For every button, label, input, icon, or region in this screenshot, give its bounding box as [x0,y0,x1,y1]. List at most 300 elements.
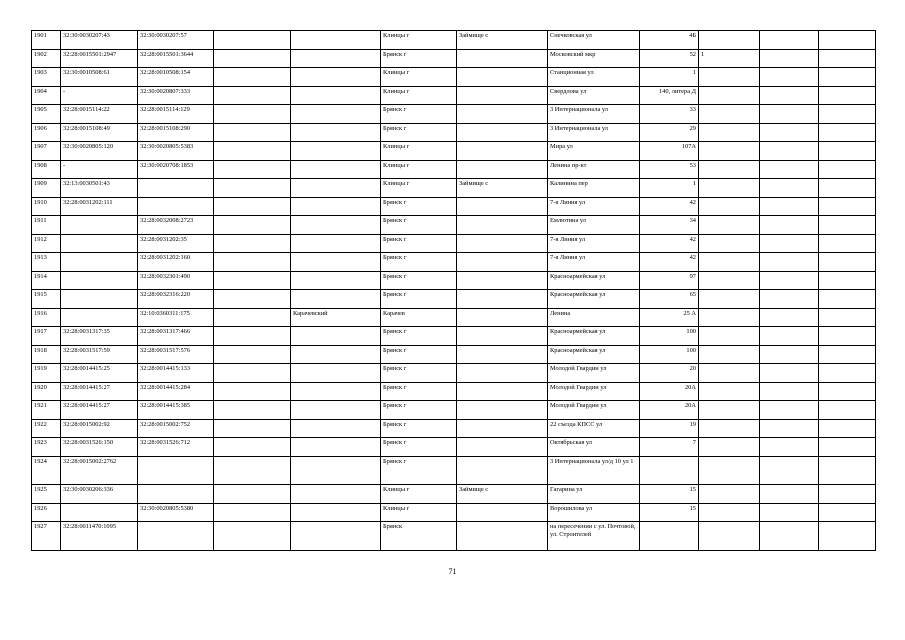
cell-column-4 [214,401,291,420]
cell-settlement [457,49,548,68]
cell-house-number [640,456,699,485]
cell-row-number: 1903 [32,68,61,87]
cell-row-number: 1904 [32,86,61,105]
cell-column-11 [760,382,819,401]
table-row [32,419,876,438]
cell-city: Брянск г [381,364,457,383]
cell-city: Брянск г [381,345,457,364]
cell-column-12 [819,271,876,290]
cell-district [291,142,381,161]
cell-cadastral-number-building: 32:28:0015114:129 [138,105,214,124]
cell-cadastral-number [61,271,138,290]
cell-district [291,522,381,551]
cell-column-11 [760,105,819,124]
cell-column-12 [819,68,876,87]
cell-row-number: 1910 [32,197,61,216]
cell-column-12 [819,197,876,216]
cell-row-number: 1902 [32,49,61,68]
cell-row-number: 1915 [32,290,61,309]
cell-column-11 [760,68,819,87]
cell-row-number: 1924 [32,456,61,485]
cell-city: Брянск г [381,197,457,216]
cell-cadastral-number-building: 32:28:0031202:35 [138,234,214,253]
cell-column-10 [699,438,760,457]
cell-settlement [457,503,548,522]
table-body [32,31,876,551]
cell-cadastral-number: 32:28:0014415:25 [61,364,138,383]
cell-street: Красноармейская ул [548,271,640,290]
cell-settlement [457,456,548,485]
cell-house-number: 19 [640,419,699,438]
table-row [32,345,876,364]
cell-column-4 [214,364,291,383]
cell-column-12 [819,308,876,327]
cell-district [291,160,381,179]
cell-district [291,68,381,87]
cell-cadastral-number [61,290,138,309]
cell-column-4 [214,160,291,179]
cell-column-10 [699,31,760,50]
cell-settlement [457,142,548,161]
cell-house-number: 20 [640,364,699,383]
cell-column-12 [819,401,876,420]
cell-cadastral-number [61,503,138,522]
cell-column-4 [214,456,291,485]
cell-settlement [457,327,548,346]
cell-row-number: 1912 [32,234,61,253]
cell-row-number: 1926 [32,503,61,522]
cell-column-12 [819,522,876,551]
cell-cadastral-number-building: 32:28:0014415:284 [138,382,214,401]
cell-cadastral-number-building: 32:30:0030207:57 [138,31,214,50]
cell-column-11 [760,234,819,253]
cell-street: Красноармейская ул [548,345,640,364]
cell-column-10 [699,271,760,290]
cell-column-4 [214,31,291,50]
cell-column-11 [760,123,819,142]
cell-district [291,31,381,50]
cell-cadastral-number-building: 32:28:0032301:490 [138,271,214,290]
cell-district [291,86,381,105]
cell-column-4 [214,382,291,401]
cell-cadastral-number: 32:28:0011470:1095 [61,522,138,551]
page-number: 71 [448,567,457,576]
table-row [32,290,876,309]
cell-settlement [457,382,548,401]
cell-row-number: 1919 [32,364,61,383]
cell-column-12 [819,31,876,50]
cell-column-10 [699,123,760,142]
cell-column-4 [214,49,291,68]
cell-cadastral-number: 32:28:0015114:22 [61,105,138,124]
cell-district [291,382,381,401]
cell-cadastral-number: 32:30:0030207:43 [61,31,138,50]
cell-street: 7-я Линия ул [548,197,640,216]
cell-cadastral-number-building: 32:28:0031202:160 [138,253,214,272]
cell-house-number: 42 [640,234,699,253]
cell-house-number: 4Б [640,31,699,50]
registry-table [31,30,876,551]
cell-column-11 [760,31,819,50]
cell-cadastral-number: 32:28:0031517:59 [61,345,138,364]
table-row [32,179,876,198]
cell-column-11 [760,364,819,383]
cell-column-11 [760,456,819,485]
cell-district: Карачевский [291,308,381,327]
cell-city: Брянск г [381,419,457,438]
cell-column-12 [819,456,876,485]
cell-settlement [457,522,548,551]
cell-house-number: 97 [640,271,699,290]
cell-street: 7-я Линия ул [548,234,640,253]
cell-cadastral-number-building: 32:28:0015108:290 [138,123,214,142]
cell-cadastral-number-building [138,485,214,504]
cell-house-number: 53 [640,160,699,179]
cell-street: Снечковская ул [548,31,640,50]
cell-cadastral-number-building: 32:28:0014415:133 [138,364,214,383]
cell-column-10 [699,234,760,253]
cell-cadastral-number-building: 32:28:0031526:712 [138,438,214,457]
cell-cadastral-number-building [138,522,214,551]
cell-column-4 [214,485,291,504]
table-row [32,68,876,87]
cell-street: 3 Интернационала ул/д 10 ул 1 [548,456,640,485]
cell-street: Мира ул [548,142,640,161]
cell-cadastral-number-building: 32:28:0032008:2723 [138,216,214,235]
table-row [32,456,876,485]
cell-column-4 [214,123,291,142]
cell-row-number: 1916 [32,308,61,327]
cell-column-4 [214,142,291,161]
table-row [32,438,876,457]
cell-row-number: 1922 [32,419,61,438]
cell-column-12 [819,234,876,253]
cell-city: Брянск [381,522,457,551]
cell-cadastral-number-building [138,456,214,485]
cell-column-10 [699,142,760,161]
cell-district [291,345,381,364]
cell-column-12 [819,345,876,364]
cell-column-4 [214,86,291,105]
table-row [32,382,876,401]
cell-column-11 [760,216,819,235]
cell-city: Клинцы г [381,160,457,179]
cell-column-4 [214,271,291,290]
cell-column-10 [699,216,760,235]
cell-city: Брянск г [381,234,457,253]
cell-column-11 [760,290,819,309]
table-row [32,253,876,272]
cell-house-number: 107А [640,142,699,161]
cell-cadastral-number-building: 32:28:0015501:3644 [138,49,214,68]
table-row [32,308,876,327]
cell-column-12 [819,123,876,142]
cell-city: Брянск г [381,456,457,485]
cell-column-10 [699,401,760,420]
cell-cadastral-number: 32:30:0030206:336 [61,485,138,504]
cell-street: на пересечении с ул. Почтовой, ул. Строителей [548,522,640,551]
table-row [32,49,876,68]
cell-cadastral-number [61,216,138,235]
table-row [32,216,876,235]
cell-row-number: 1906 [32,123,61,142]
cell-district [291,456,381,485]
cell-column-10 [699,68,760,87]
cell-city: Брянск г [381,382,457,401]
cell-house-number: 65 [640,290,699,309]
cell-row-number: 1920 [32,382,61,401]
cell-city: Брянск г [381,216,457,235]
cell-row-number: 1907 [32,142,61,161]
cell-street: Московский мкр [548,49,640,68]
cell-district [291,197,381,216]
table-row [32,234,876,253]
cell-cadastral-number: 32:28:0014415:27 [61,382,138,401]
cell-city: Клинцы г [381,485,457,504]
cell-cadastral-number-building: 32:28:0010508:154 [138,68,214,87]
cell-column-4 [214,179,291,198]
cell-column-4 [214,438,291,457]
cell-city: Клинцы г [381,31,457,50]
cell-house-number: 20А [640,401,699,420]
cell-street: Емлютина ул [548,216,640,235]
cell-column-12 [819,49,876,68]
cell-column-4 [214,503,291,522]
cell-city: Брянск г [381,123,457,142]
cell-house-number: 29 [640,123,699,142]
cell-district [291,271,381,290]
cell-city: Клинцы г [381,68,457,87]
cell-cadastral-number-building: 32:28:0031517:576 [138,345,214,364]
cell-street: 3 Интернационала ул [548,105,640,124]
table-row [32,485,876,504]
cell-row-number: 1914 [32,271,61,290]
cell-house-number: 1 [640,179,699,198]
cell-cadastral-number: 32:28:0031526:150 [61,438,138,457]
table-row [32,123,876,142]
cell-cadastral-number [61,234,138,253]
cell-district [291,216,381,235]
cell-street: Ленина пр-кт [548,160,640,179]
cell-column-11 [760,345,819,364]
cell-house-number: 100 [640,345,699,364]
cell-settlement [457,253,548,272]
cell-city: Брянск г [381,290,457,309]
cell-city: Клинцы г [381,179,457,198]
table-row [32,401,876,420]
cell-column-12 [819,327,876,346]
cell-column-4 [214,105,291,124]
cell-column-12 [819,160,876,179]
cell-column-12 [819,290,876,309]
cell-column-11 [760,401,819,420]
cell-row-number: 1913 [32,253,61,272]
cell-row-number: 1911 [32,216,61,235]
cell-column-11 [760,271,819,290]
cell-cadastral-number-building: 32:28:0032316:220 [138,290,214,309]
cell-cadastral-number: 32:28:0015501:2947 [61,49,138,68]
cell-settlement [457,345,548,364]
cell-house-number: 52 [640,49,699,68]
cell-settlement [457,234,548,253]
cell-column-4 [214,327,291,346]
cell-street: Гагарина ул [548,485,640,504]
cell-column-12 [819,142,876,161]
cell-column-11 [760,308,819,327]
cell-settlement [457,68,548,87]
table-row [32,160,876,179]
cell-column-10 [699,160,760,179]
cell-cadastral-number-building: 32:30:0020805:5380 [138,503,214,522]
cell-settlement [457,197,548,216]
cell-district [291,401,381,420]
cell-row-number: 1918 [32,345,61,364]
table-row [32,197,876,216]
cell-column-11 [760,253,819,272]
cell-street: Октябрьская ул [548,438,640,457]
cell-city: Брянск г [381,401,457,420]
cell-cadastral-number: 32:28:0015108:49 [61,123,138,142]
cell-column-12 [819,382,876,401]
cell-cadastral-number: - [61,160,138,179]
cell-house-number: 100 [640,327,699,346]
cell-cadastral-number-building: 32:10:0360311:175 [138,308,214,327]
cell-column-4 [214,253,291,272]
cell-column-4 [214,234,291,253]
cell-column-11 [760,179,819,198]
cell-cadastral-number-building [138,179,214,198]
cell-district [291,105,381,124]
cell-column-12 [819,438,876,457]
cell-column-11 [760,419,819,438]
cell-column-11 [760,86,819,105]
cell-settlement [457,308,548,327]
cell-settlement [457,216,548,235]
cell-column-4 [214,419,291,438]
cell-column-10 [699,308,760,327]
cell-column-4 [214,290,291,309]
cell-district [291,485,381,504]
cell-district [291,253,381,272]
table-row [32,142,876,161]
cell-street: 22 съезда КПСС ул [548,419,640,438]
cell-column-11 [760,49,819,68]
cell-column-4 [214,522,291,551]
cell-column-12 [819,105,876,124]
cell-cadastral-number-building: 32:28:0031317:466 [138,327,214,346]
cell-column-10 [699,485,760,504]
cell-column-12 [819,86,876,105]
cell-district [291,123,381,142]
cell-column-11 [760,485,819,504]
cell-row-number: 1905 [32,105,61,124]
cell-house-number: 15 [640,503,699,522]
table-row [32,271,876,290]
cell-street: Молодой Гвардии ул [548,382,640,401]
cell-district [291,234,381,253]
cell-street: Станционная ул [548,68,640,87]
cell-house-number: 20А [640,382,699,401]
cell-column-10 [699,382,760,401]
cell-cadastral-number: 32:28:0015002:2762 [61,456,138,485]
cell-column-10 [699,456,760,485]
cell-row-number: 1923 [32,438,61,457]
cell-settlement [457,290,548,309]
cell-settlement [457,271,548,290]
cell-city: Брянск г [381,49,457,68]
cell-column-10 [699,86,760,105]
cell-column-12 [819,503,876,522]
cell-city: Клинцы г [381,86,457,105]
cell-district [291,438,381,457]
cell-house-number: 34 [640,216,699,235]
cell-column-11 [760,327,819,346]
cell-column-4 [214,68,291,87]
cell-street: Красноармейская ул [548,290,640,309]
cell-cadastral-number: 32:30:0020805:120 [61,142,138,161]
cell-cadastral-number: - [61,86,138,105]
cell-column-10 [699,327,760,346]
cell-row-number: 1909 [32,179,61,198]
cell-cadastral-number: 32:28:0031202:111 [61,197,138,216]
cell-cadastral-number: 32:30:0010508:61 [61,68,138,87]
cell-city: Брянск г [381,327,457,346]
cell-column-12 [819,253,876,272]
cell-column-10 [699,179,760,198]
cell-column-4 [214,345,291,364]
cell-cadastral-number [61,308,138,327]
cell-row-number: 1901 [32,31,61,50]
cell-settlement [457,401,548,420]
cell-settlement [457,438,548,457]
table-row [32,503,876,522]
cell-street: Молодой Гвардии ул [548,401,640,420]
cell-column-11 [760,438,819,457]
cell-cadastral-number-building: 32:30:0020807:333 [138,86,214,105]
cell-settlement [457,419,548,438]
cell-cadastral-number-building: 32:30:0020708:1853 [138,160,214,179]
table-row [32,86,876,105]
cell-city: Карачев [381,308,457,327]
cell-house-number: 1 [640,68,699,87]
cell-column-4 [214,197,291,216]
cell-house-number: 42 [640,253,699,272]
cell-settlement [457,123,548,142]
cell-column-11 [760,160,819,179]
cell-settlement: Займище с [457,31,548,50]
cell-city: Брянск г [381,105,457,124]
cell-settlement: Займище с [457,179,548,198]
cell-column-10 [699,290,760,309]
cell-district [291,49,381,68]
cell-row-number: 1917 [32,327,61,346]
cell-row-number: 1927 [32,522,61,551]
table-row [32,364,876,383]
cell-column-10 [699,345,760,364]
cell-settlement [457,86,548,105]
cell-house-number: 15 [640,485,699,504]
table-row [32,31,876,50]
cell-column-10 [699,503,760,522]
cell-cadastral-number: 32:28:0015002:92 [61,419,138,438]
cell-column-12 [819,419,876,438]
cell-house-number: 25 А [640,308,699,327]
cell-column-4 [214,216,291,235]
cell-cadastral-number-building: 32:28:0014415:385 [138,401,214,420]
cell-column-12 [819,485,876,504]
table-row [32,105,876,124]
cell-cadastral-number-building: 32:28:0015002:752 [138,419,214,438]
